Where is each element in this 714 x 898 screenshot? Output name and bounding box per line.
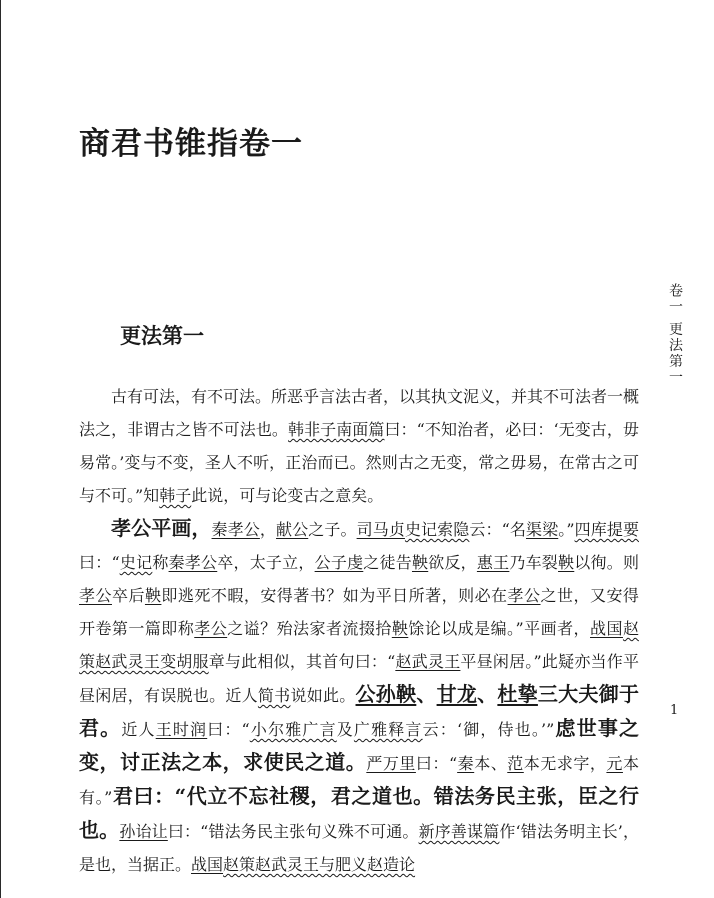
text-run: 平昼闲居。”此疑亦当作平昼闲居，有误脱也。近人	[79, 652, 639, 705]
text-run: 曰：“	[79, 553, 120, 572]
paragraph-intro	[79, 380, 639, 512]
book-title: 韩子	[159, 486, 192, 505]
proper-name: 战国	[590, 619, 623, 638]
text-run: 之谥？殆法家者流掇拾	[227, 619, 392, 638]
proper-name: 秦孝公	[211, 520, 260, 539]
text-run: 以徇。则	[574, 553, 639, 572]
book-title: 四库提要	[574, 520, 639, 539]
text-run: 古有可法，有不可法。所恶乎言法古者，以其执文泥义，并其不可法者一概法之，非谓古之皆不可法也。	[79, 387, 640, 439]
text-run: 云：“名	[469, 520, 527, 539]
proper-name: 元	[606, 754, 623, 773]
proper-name: 秦孝公	[168, 553, 218, 572]
proper-name: 献公	[276, 520, 309, 539]
text-run: 之徒告	[363, 553, 412, 572]
proper-name: 严万里	[366, 754, 416, 773]
proper-name: 鞅	[411, 553, 429, 572]
main-text: 、	[416, 682, 437, 706]
book-title: 赵策赵武灵王变胡服	[79, 619, 639, 671]
chapter-title: 商君书锥指卷一	[79, 126, 303, 162]
section-title: 更法第一	[120, 323, 204, 348]
text-run: 章与此相似，其首句曰：“	[208, 652, 396, 671]
proper-name: 孝公	[507, 586, 541, 605]
text-run: 欲反，	[428, 553, 477, 572]
text-run: 乃车裂	[509, 553, 559, 572]
book-title: 南面篇	[336, 420, 385, 439]
page-edge	[0, 0, 1, 898]
text-run: 曰：“	[207, 720, 250, 739]
text-run: 曰：“不知治者，必曰：‘无变古，毋易常。’变与不变，圣人不听，正治而已。然则古之无变，常之毋易，在常古之可与不可。”知	[79, 420, 639, 505]
text-run: 近人	[121, 720, 156, 739]
text-run: 说如此。	[290, 686, 356, 705]
proper-name: 司马贞	[356, 520, 405, 539]
text-run: 。”	[558, 520, 575, 539]
book-title: 韩非子	[288, 420, 337, 439]
body-text	[79, 380, 639, 881]
text-run: 曰：“	[415, 754, 458, 773]
text-run: 之子。	[308, 520, 357, 539]
text-run: 此说，可与论变古之意矣。	[191, 486, 384, 505]
main-text-name: 公孙鞅	[355, 682, 417, 706]
main-text: 孝公平画，	[111, 516, 212, 540]
text-run: 卒，太子立，	[217, 553, 315, 572]
proper-name: 鞅	[144, 586, 162, 605]
text-run: ，	[259, 520, 277, 539]
text-run: 本有。”	[79, 754, 639, 807]
text-run: 即逃死不暇，安得著书？如为平日所著，则必在	[161, 586, 508, 605]
proper-name: 孝公	[79, 586, 112, 605]
proper-name: 惠王	[476, 553, 510, 572]
paragraph-commentary	[79, 512, 639, 881]
text-run: 曰：“错法务民主张句义殊不可通。	[167, 822, 419, 841]
running-head: 卷一 更法第一	[667, 283, 683, 386]
book-title: 小尔雅广言	[249, 720, 337, 739]
book-title: 广雅释言	[353, 720, 423, 739]
proper-name: 秦	[457, 754, 475, 773]
proper-name: 鞅	[558, 553, 575, 572]
book-title: 赵策赵武灵王与肥义赵造论	[223, 855, 416, 874]
proper-name: 孝公	[194, 619, 228, 638]
proper-name: 战国	[191, 855, 224, 874]
page-number: 1	[670, 703, 679, 718]
book-title: 新序善谋篇	[418, 822, 500, 841]
text-run: 之世，又安得开卷第一篇即称	[79, 586, 639, 638]
proper-name: 范	[507, 754, 524, 773]
main-text: 君曰：“代立不忘社稷，君之道也。错法务民主张，臣之行也。	[79, 784, 639, 842]
text-run: 本无求字，	[523, 754, 607, 773]
text-run: 云：‘御，侍也。’”	[422, 720, 555, 739]
proper-name: 孙诒让	[119, 822, 168, 841]
book-title: 简书	[257, 686, 291, 705]
proper-name: 赵武灵王	[395, 652, 461, 671]
main-text: 三大夫御于君。	[79, 682, 639, 740]
proper-name: 渠梁	[526, 520, 559, 539]
text-run: 称	[152, 553, 169, 572]
book-title: 史记索隐	[404, 520, 470, 539]
main-text: 虑世事之变，讨正法之本，求使民之道。	[79, 716, 639, 774]
main-text: 、	[477, 682, 498, 706]
text-run: 及	[336, 720, 354, 739]
text-run: 作‘错法务明主长’，是也，当据正。	[79, 822, 639, 874]
main-text-name: 杜挚	[497, 682, 538, 706]
proper-name: 公子虔	[314, 553, 364, 572]
main-text-name: 甘龙	[436, 682, 478, 706]
proper-name: 鞅	[391, 619, 409, 638]
book-title: 史记	[119, 553, 153, 572]
text-run: 卒后	[111, 586, 145, 605]
text-run: 馀论以成是编。”平画者，	[408, 619, 591, 638]
text-run: 本、	[474, 754, 508, 773]
proper-name: 王时润	[155, 720, 208, 739]
